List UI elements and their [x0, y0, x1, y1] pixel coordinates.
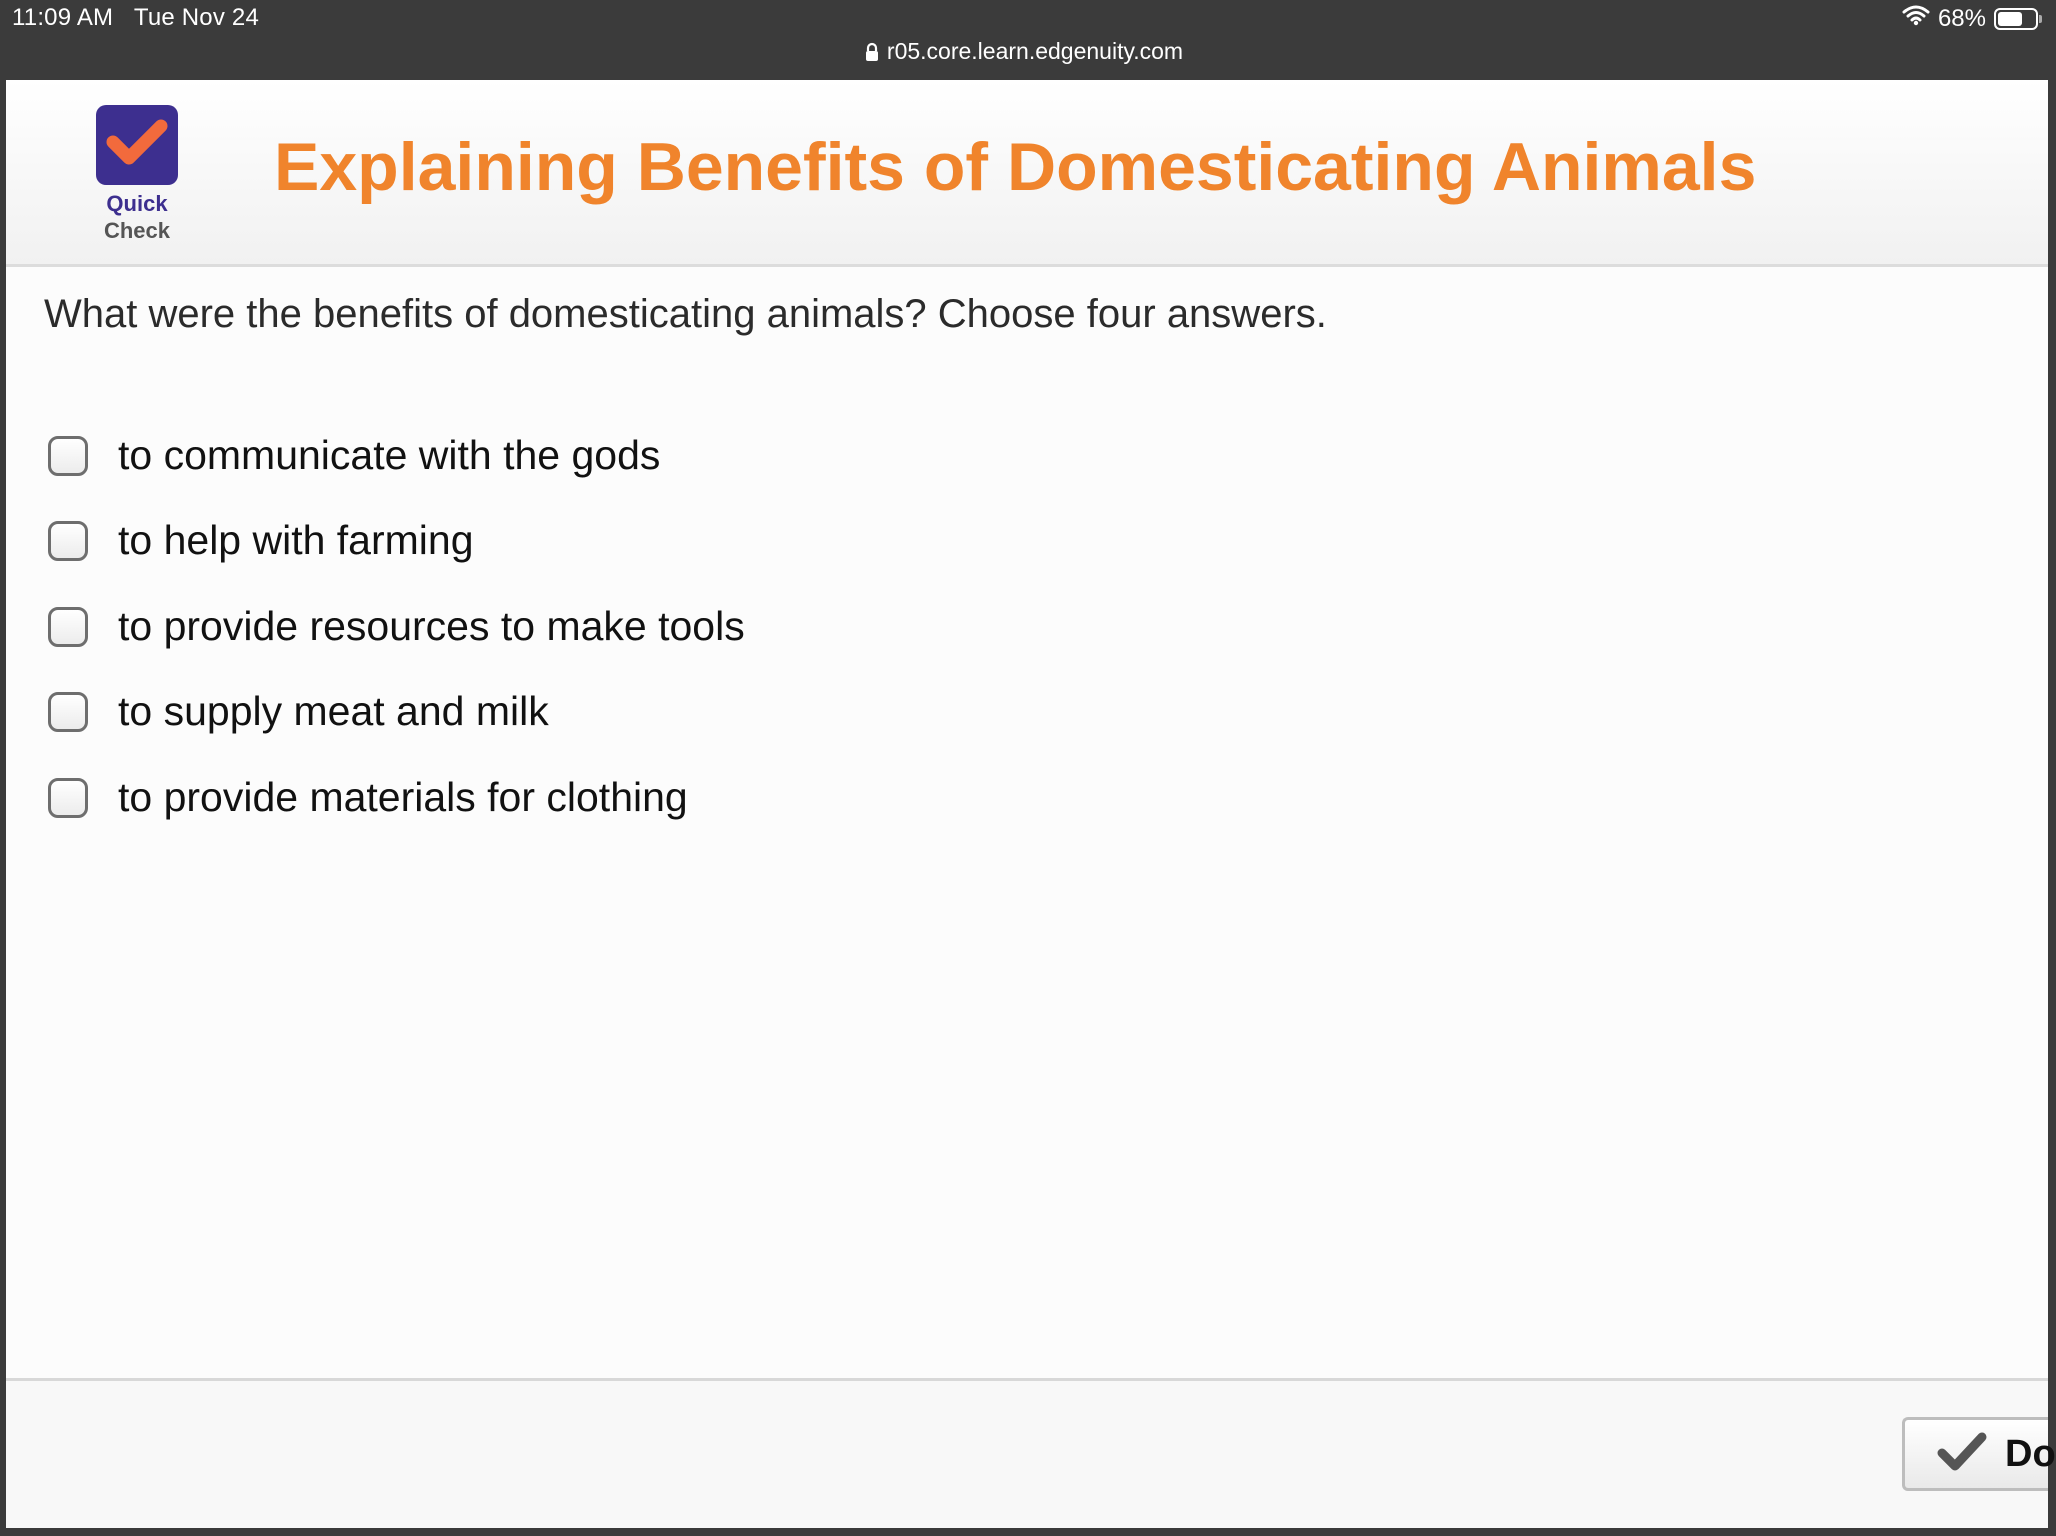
- battery-icon: [1994, 8, 2038, 30]
- answer-label[interactable]: to provide materials for clothing: [118, 774, 688, 820]
- logo-caption: [76, 190, 198, 244]
- checkmark-icon: [107, 118, 167, 173]
- answer-checkbox[interactable]: [48, 521, 88, 561]
- battery-percent: 68%: [1937, 4, 1986, 32]
- answer-option[interactable]: [48, 603, 745, 650]
- answer-option[interactable]: [48, 774, 688, 821]
- address-bar[interactable]: [0, 38, 2048, 67]
- answer-label[interactable]: to communicate with the gods: [118, 432, 661, 478]
- checkmark-icon: [1937, 1431, 1987, 1478]
- answer-label[interactable]: to help with farming: [118, 517, 474, 563]
- logo-caption-line1: Quick: [106, 191, 168, 216]
- logo-caption-line2: Check: [103, 218, 171, 243]
- answer-label[interactable]: to provide resources to make tools: [118, 603, 745, 649]
- wifi-icon: [1902, 4, 1930, 33]
- page-title: Explaining Benefits of Domesticating Animals: [274, 129, 1757, 205]
- status-date: Tue Nov 24: [133, 4, 260, 31]
- status-bar: [0, 0, 2048, 80]
- answer-checkbox[interactable]: [48, 692, 88, 732]
- question-prompt: What were the benefits of domesticating animals? Choose four answers.: [44, 292, 1327, 336]
- quick-check-logo: [96, 105, 178, 185]
- done-button[interactable]: [1902, 1417, 2056, 1491]
- answer-checkbox[interactable]: [48, 607, 88, 647]
- page-content: [6, 80, 2056, 1528]
- status-time-date: [12, 4, 259, 32]
- status-indicators: [1902, 4, 2038, 33]
- battery-fill: [1998, 12, 2022, 26]
- done-button-label: Do: [2005, 1432, 2056, 1475]
- answer-label[interactable]: to supply meat and milk: [118, 688, 549, 734]
- footer-bar: [6, 1378, 2056, 1531]
- answer-option[interactable]: [48, 432, 660, 479]
- status-time: 11:09 AM: [12, 4, 114, 31]
- lock-icon: [865, 40, 879, 67]
- answer-checkbox[interactable]: [48, 778, 88, 818]
- answer-option[interactable]: [48, 517, 474, 564]
- lesson-header: [6, 80, 2048, 267]
- url-text: r05.core.learn.edgenuity.com: [886, 38, 1184, 64]
- answer-checkbox[interactable]: [48, 436, 88, 476]
- answer-option[interactable]: [48, 688, 549, 735]
- screen-bottom-edge: [0, 1528, 2048, 1536]
